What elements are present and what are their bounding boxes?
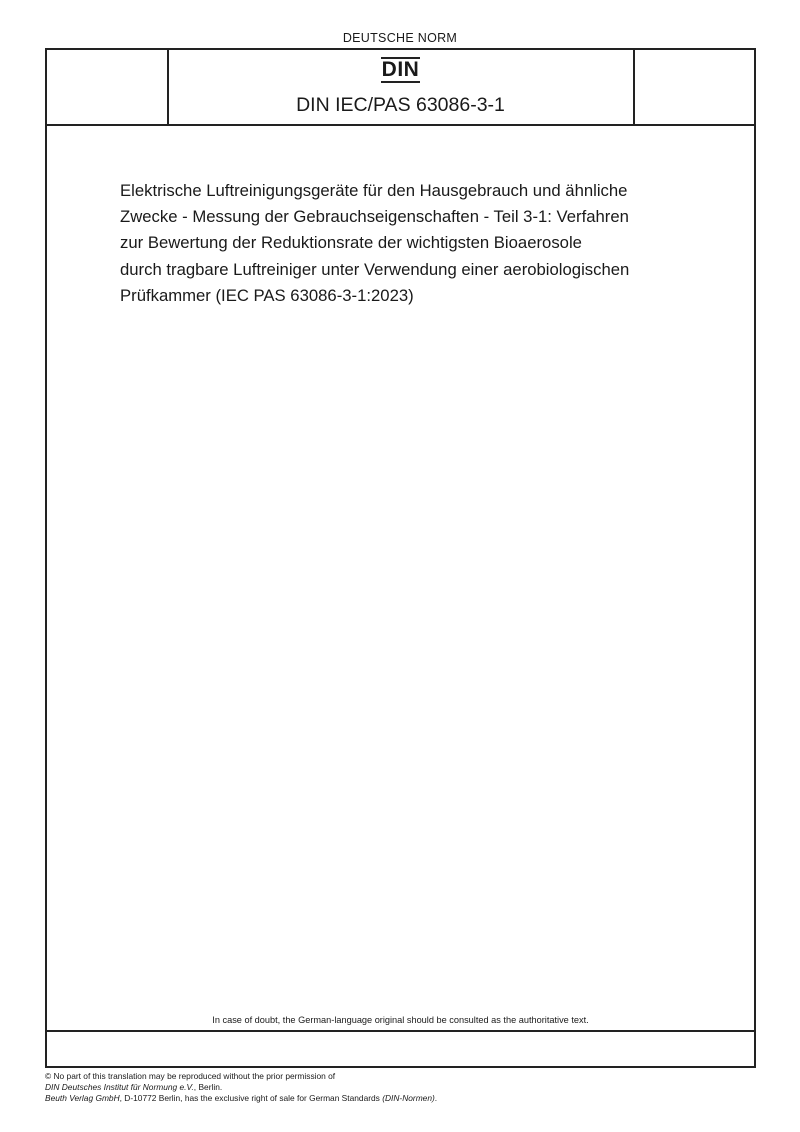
publisher-name: Beuth Verlag GmbH	[45, 1093, 120, 1103]
title-line: zur Bewertung der Reduktionsrate der wichtigsten Bioaerosole	[120, 233, 582, 253]
title-line: durch tragbare Luftreiniger unter Verwendung einer aerobiologischen	[120, 259, 630, 279]
document-title	[120, 178, 690, 309]
copyright-line-2-rest: , Berlin.	[193, 1082, 223, 1092]
authoritative-text-note: In case of doubt, the German-language original should be consulted as the authoritative text.	[212, 1015, 589, 1025]
header-cell-right	[633, 50, 754, 124]
copyright-line-3-end: .	[434, 1093, 438, 1103]
standard-type-label: DEUTSCHE NORM	[342, 31, 458, 45]
document-number: DIN IEC/PAS 63086-3-1	[296, 94, 505, 116]
din-normen-label: (DIN-Normen)	[382, 1093, 435, 1103]
din-logo-text: DIN	[381, 58, 420, 81]
header-row	[47, 50, 754, 126]
title-line: Zwecke - Messung der Gebrauchseigenschaften - Teil 3-1: Verfahren	[120, 207, 629, 227]
title-line: Prüfkammer (IEC PAS 63086-3-1:2023)	[120, 285, 414, 305]
footer-row	[47, 1030, 754, 1068]
cover-frame	[45, 48, 756, 1068]
copyright-line-3-mid: , D-10772 Berlin, has the exclusive right of sale for German Standards	[119, 1093, 383, 1103]
din-institute-name: DIN Deutsches Institut für Normung e.V.	[45, 1082, 194, 1092]
copyright-line-3	[45, 1093, 437, 1104]
title-line: Elektrische Luftreinigungsgeräte für den Hausgebrauch und ähnliche	[120, 181, 628, 200]
copyright-notice	[45, 1071, 437, 1104]
copyright-line-1: © No part of this translation may be reproduced without the prior permission of	[45, 1071, 336, 1081]
copyright-line-2	[45, 1082, 437, 1093]
